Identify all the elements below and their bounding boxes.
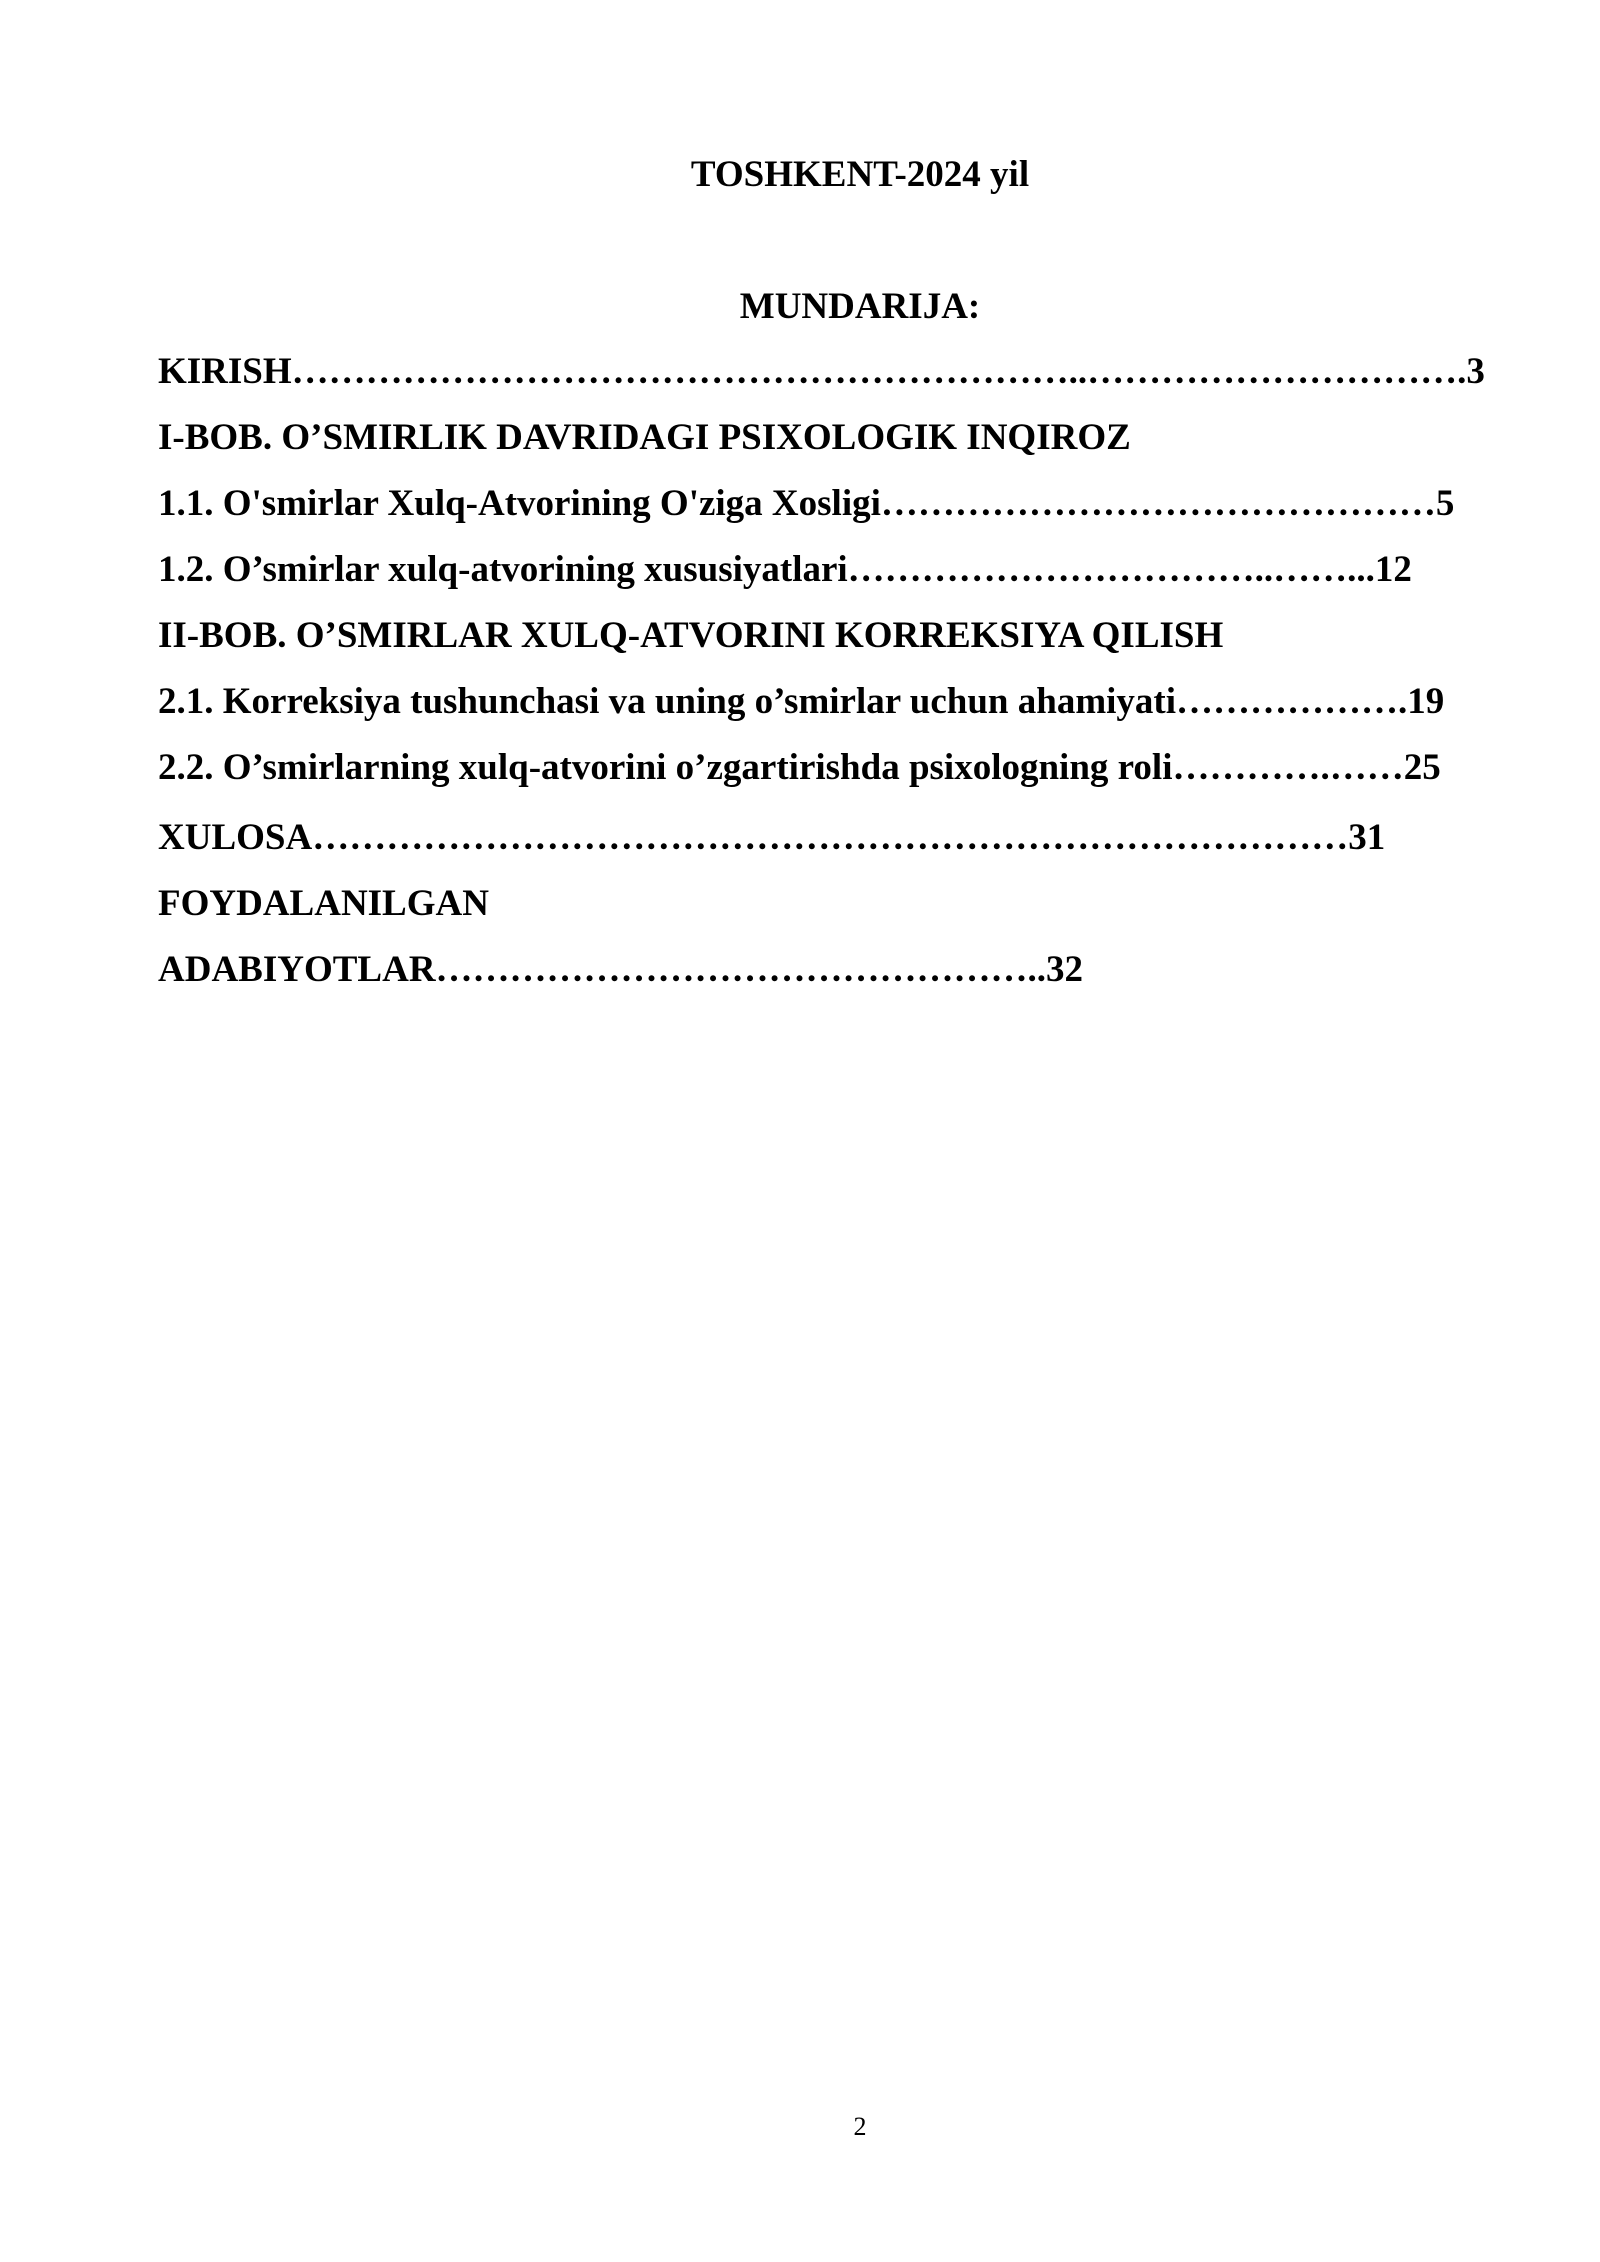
toc-entry-foydalanilgan: FOYDALANILGAN bbox=[158, 883, 489, 924]
toc-entry-2-1: 2.1. Korreksiya tushunchasi va uning o’smirlar uchun ahamiyati……………….19 bbox=[158, 681, 1445, 722]
toc-chapter-1: I-BOB. O’SMIRLIK DAVRIDAGI PSIXOLOGIK INQIROZ bbox=[158, 417, 1131, 458]
toc-entry-xulosa: XULOSA…………………………………………………………………………31 bbox=[158, 817, 1386, 858]
city-year-heading: TOSHKENT-2024 yil bbox=[690, 154, 1030, 195]
toc-entry-adabiyotlar: ADABIYOTLAR…………………………………………..32 bbox=[158, 949, 1084, 990]
toc-entry-2-2: 2.2. O’smirlarning xulq-atvorini o’zgartirishda psixologning roli………….……25 bbox=[158, 747, 1441, 788]
toc-title: MUNDARIJA: bbox=[739, 286, 981, 327]
page-number: 2 bbox=[853, 2112, 867, 2141]
toc-entry-1-1: 1.1. O'smirlar Xulq-Atvorining O'ziga Xosligi………………………………………5 bbox=[158, 483, 1455, 524]
toc-entry-kirish: KIRISH………………………………………………………..………………………….3 bbox=[158, 351, 1485, 392]
toc-entry-1-2: 1.2. O’smirlar xulq-atvorining xususiyatlari……………………………..……...12 bbox=[158, 549, 1412, 590]
toc-chapter-2: II-BOB. O’SMIRLAR XULQ-ATVORINI KORREKSIYA QILISH bbox=[158, 615, 1224, 656]
